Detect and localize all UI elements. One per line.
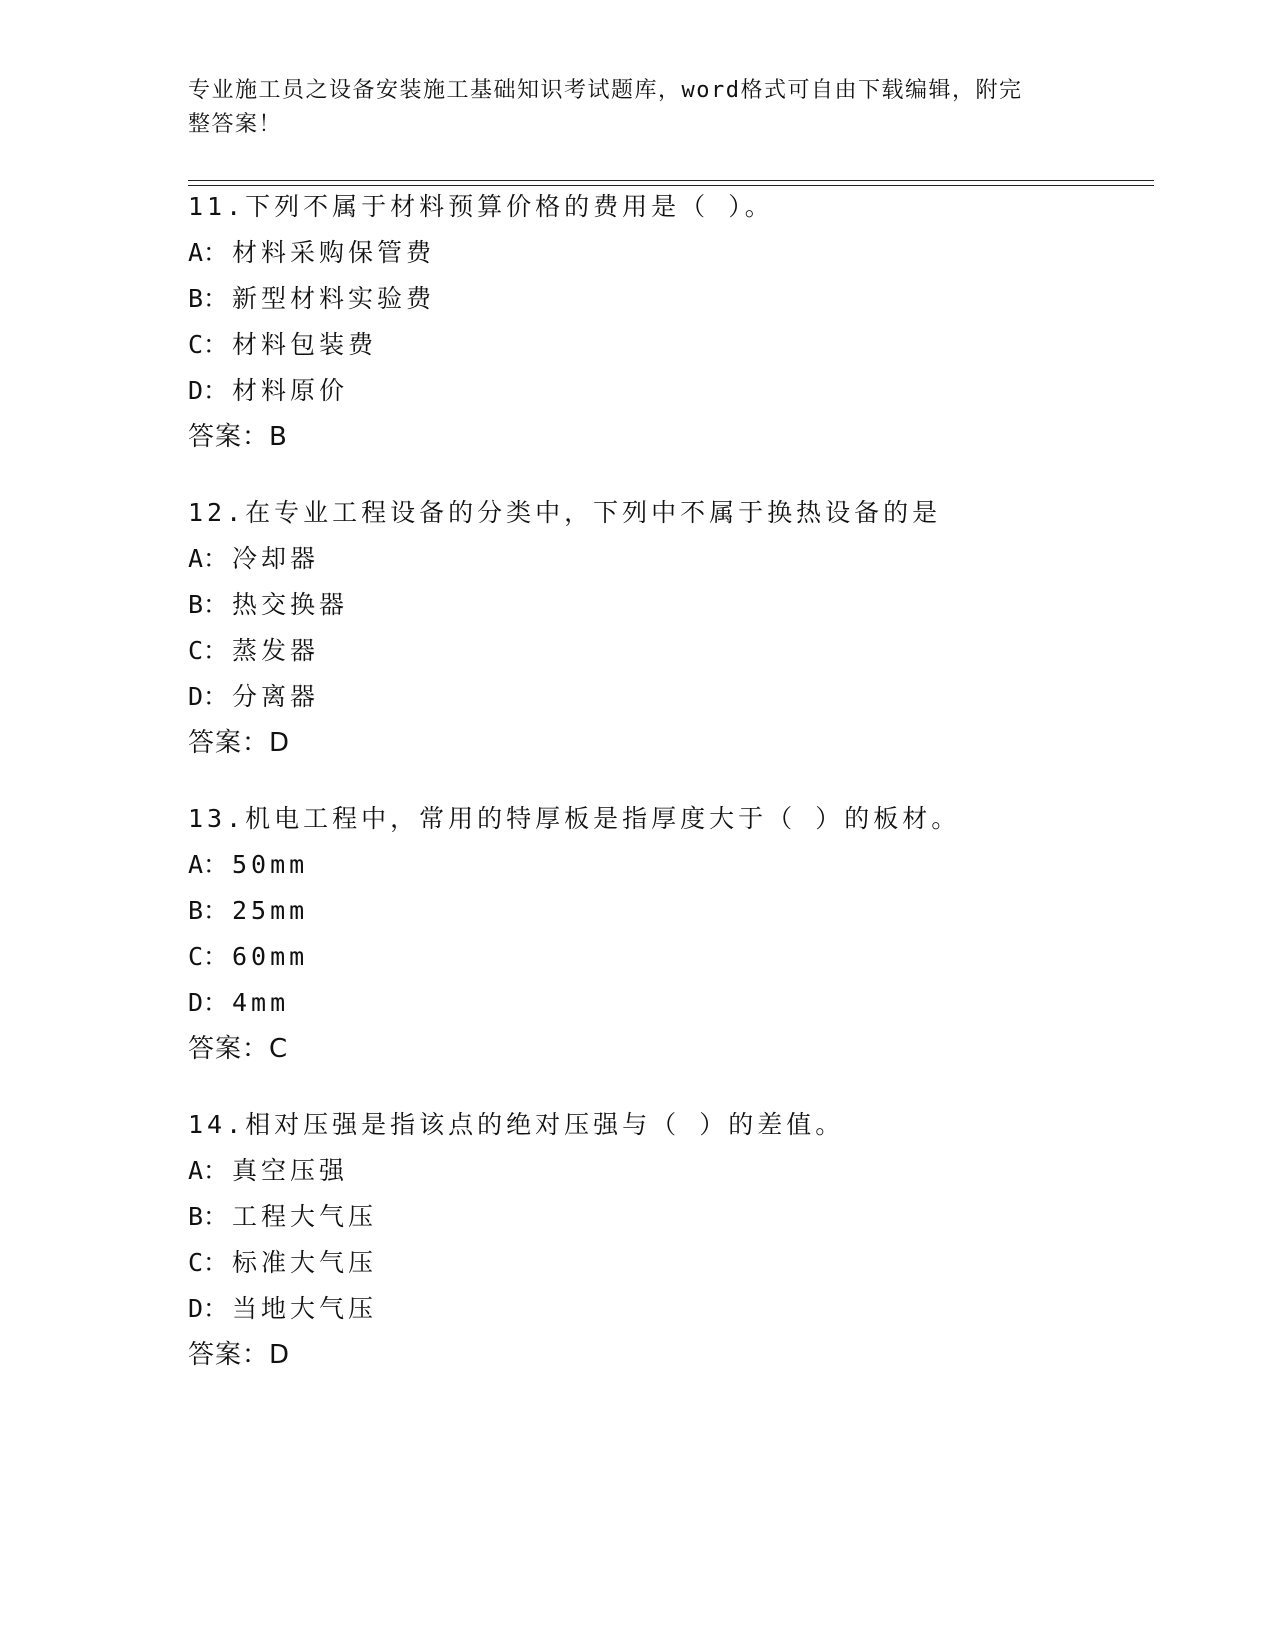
option-text: 热交换器 [232, 590, 349, 619]
question-text: 11.下列不属于材料预算价格的费用是（ ）。 [188, 192, 774, 221]
option-text: 工程大气压 [232, 1202, 378, 1231]
option-text: 新型材料实验费 [232, 284, 436, 313]
option-key: C： [188, 330, 229, 359]
question-text: 14.相对压强是指该点的绝对压强与（ ）的差值。 [188, 1110, 845, 1139]
option-text: 冷却器 [232, 544, 320, 573]
answer-line [188, 720, 1148, 766]
option-text: 真空压强 [232, 1156, 349, 1185]
option-d [188, 980, 1148, 1026]
option-d [188, 1286, 1148, 1332]
option-text: 50mm [232, 850, 309, 879]
option-c [188, 322, 1148, 368]
answer-line [188, 1332, 1148, 1378]
answer-label: 答案： [188, 1034, 270, 1064]
option-a [188, 842, 1148, 888]
option-text: 60mm [232, 942, 309, 971]
question-12 [188, 490, 1148, 766]
option-d [188, 368, 1148, 414]
question-text: 12.在专业工程设备的分类中，下列中不属于换热设备的是 [188, 498, 942, 527]
answer-line [188, 1026, 1148, 1072]
option-key: B： [188, 284, 229, 313]
option-a [188, 1148, 1148, 1194]
option-a [188, 230, 1148, 276]
option-key: A： [188, 850, 229, 879]
option-key: B： [188, 896, 229, 925]
option-b [188, 1194, 1148, 1240]
option-key: D： [188, 1294, 229, 1323]
option-key: D： [188, 376, 229, 405]
option-text: 材料采购保管费 [232, 238, 436, 267]
answer-label: 答案： [188, 728, 270, 758]
option-key: C： [188, 636, 229, 665]
answer-value: B [269, 422, 287, 452]
option-key: C： [188, 1248, 229, 1277]
question-text: 13.机电工程中，常用的特厚板是指厚度大于（ ）的板材。 [188, 804, 961, 833]
option-text: 分离器 [232, 682, 320, 711]
option-d [188, 674, 1148, 720]
option-key: C： [188, 942, 229, 971]
question-13 [188, 796, 1148, 1072]
option-c [188, 934, 1148, 980]
answer-value: C [269, 1034, 288, 1064]
question-11 [188, 184, 1148, 460]
option-c [188, 628, 1148, 674]
option-key: A： [188, 544, 229, 573]
answer-value: D [269, 728, 290, 758]
option-key: D： [188, 988, 229, 1017]
answer-line [188, 414, 1148, 460]
option-key: A： [188, 238, 229, 267]
option-key: B： [188, 1202, 229, 1231]
option-key: D： [188, 682, 229, 711]
option-text: 材料原价 [232, 376, 349, 405]
option-b [188, 276, 1148, 322]
question-14 [188, 1102, 1148, 1378]
option-text: 25mm [232, 896, 309, 925]
option-b [188, 888, 1148, 934]
option-text: 4mm [232, 988, 290, 1017]
option-b [188, 582, 1148, 628]
answer-value: D [269, 1340, 290, 1370]
option-text: 蒸发器 [232, 636, 320, 665]
answer-label: 答案： [188, 1340, 270, 1370]
document-header [188, 74, 1068, 142]
answer-label: 答案： [188, 422, 270, 452]
header-line-2: 整答案！ [188, 112, 283, 137]
option-c [188, 1240, 1148, 1286]
option-key: B： [188, 590, 229, 619]
header-divider-top [188, 180, 1154, 181]
option-text: 标准大气压 [232, 1248, 378, 1277]
option-text: 材料包装费 [232, 330, 378, 359]
option-key: A： [188, 1156, 229, 1185]
option-a [188, 536, 1148, 582]
option-text: 当地大气压 [232, 1294, 378, 1323]
header-line-1: 专业施工员之设备安装施工基础知识考试题库，word格式可自由下载编辑，附完 [188, 78, 1023, 103]
